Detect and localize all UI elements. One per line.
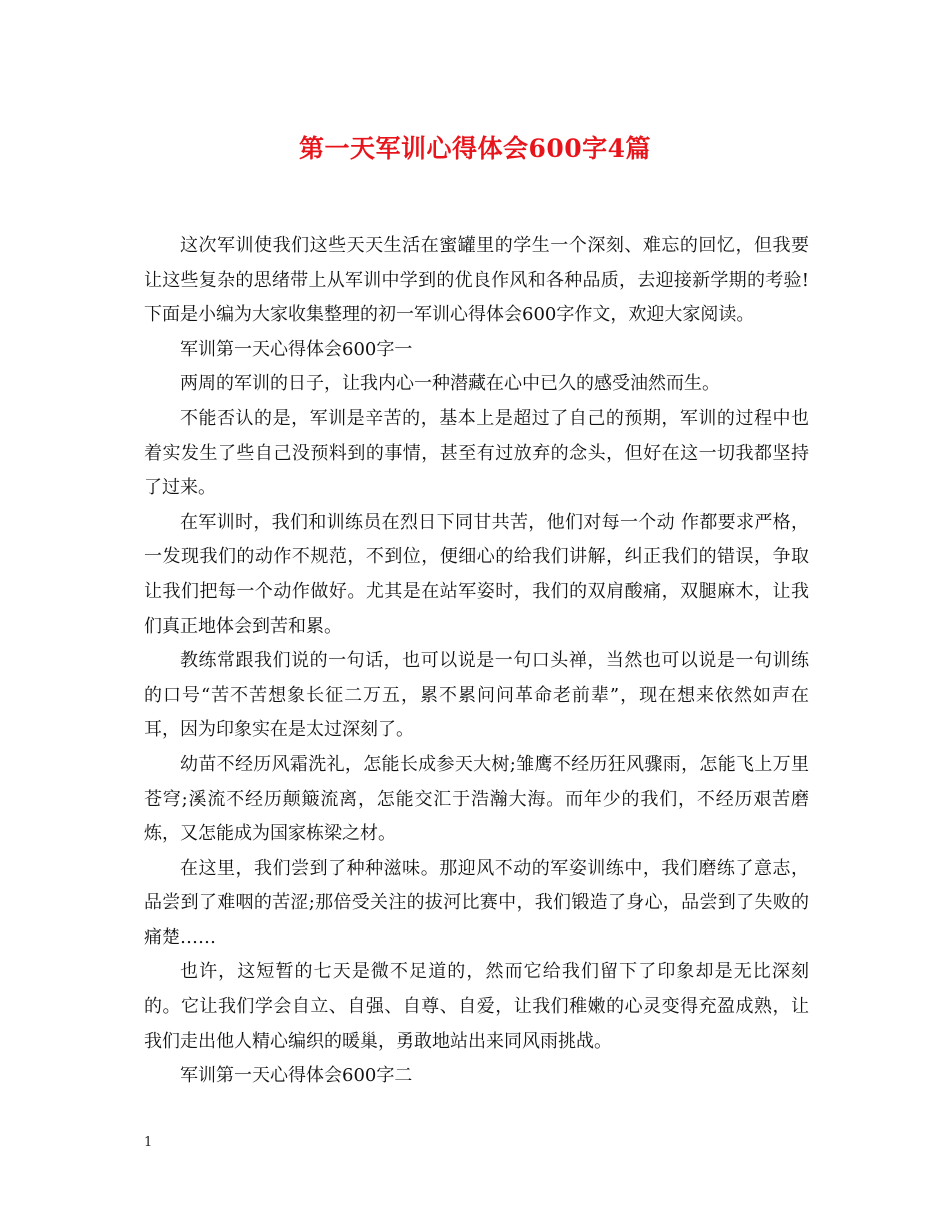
paragraph: 在军训时，我们和训练员在烈日下同甘共苦，他们对每一个动 作都要求严格，一发现我们的动作不规范，不到位，便细心的给我们讲解，纠正我们的错误，争取让我们把每一个动作做好。尤其是在站军姿时，我们的双肩酸痛，双腿麻木，让我们真正地体会到苦和累。 — [144, 511, 809, 637]
paragraph-intro: 这次军训使我们这些天天生活在蜜罐里的学生一个深刻、难忘的回忆，但我要让这些复杂的思绪带上从军训中学到的优良作风和各种品质，去迎接新学期的考验!下面是小编为大家收集整理的初一军训心得体会600字作文，欢迎大家阅读。 — [144, 235, 809, 326]
document-title: 第一天军训心得体会600字4篇 — [298, 134, 652, 163]
paragraph: 不能否认的是，军训是辛苦的，基本上是超过了自己的预期，军训的过程中也着实发生了些自己没预料到的事情，甚至有过放弃的念头，但好在这一切我都坚持了过来。 — [144, 407, 809, 499]
document-body — [144, 229, 809, 1094]
paragraph: 也许，这短暂的七天是微不足道的，然而它给我们留下了印象却是无比深刻的。它让我们学会自立、自强、自尊、自爱，让我们稚嫩的心灵变得充盈成熟，让我们走出他人精心编织的暖巢，勇敢地站出来同风雨挑战。 — [144, 961, 809, 1052]
paragraph: 两周的军训的日子，让我内心一种潜藏在心中已久的感受油然而生。 — [180, 373, 720, 395]
paragraph: 在这里，我们尝到了种种滋味。那迎风不动的军姿训练中，我们磨练了意志，品尝到了难咽的苦涩;那倍受关注的拔河比赛中，我们锻造了身心，品尝到了失败的痛楚…… — [144, 857, 809, 948]
page-number: 1 — [144, 1135, 153, 1150]
section-heading-two: 军训第一天心得体会600字二 — [180, 1065, 413, 1087]
paragraph: 教练常跟我们说的一句话，也可以说是一句口头禅，当然也可以说是一句训练的口号“苦不苦想象长征二万五，累不累问问革命老前辈”，现在想来依然如声在耳，因为印象实在是太过深刻了。 — [144, 650, 809, 741]
section-heading-one: 军训第一天心得体会600字一 — [180, 338, 413, 360]
paragraph: 幼苗不经历风霜洗礼，怎能长成参天大树;雏鹰不经历狂风骤雨，怎能飞上万里苍穹;溪流不经历颠簸流离，怎能交汇于浩瀚大海。而年少的我们，不经历艰苦磨炼，又怎能成为国家栋梁之材。 — [144, 753, 809, 845]
